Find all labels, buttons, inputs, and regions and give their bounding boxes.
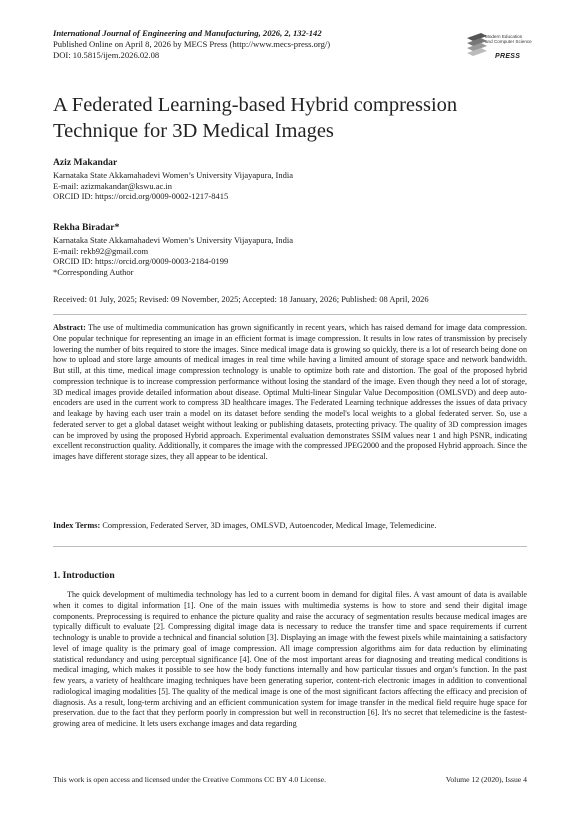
doi-line: DOI: 10.5815/ijem.2026.02.08 [53, 50, 160, 60]
journal-name: International Journal of Engineering and Manufacturing [53, 28, 259, 38]
publisher-logo [455, 26, 540, 68]
license-note: This work is open access and licensed under the Creative Commons CC BY 4.0 License. [53, 775, 326, 784]
index-terms-label: Index Terms: [53, 521, 101, 530]
index-terms-text: Compression, Federated Server, 3D images, OMLSVD, Autoencoder, Medical Image, Telemedicine. [102, 521, 437, 530]
author-email[interactable]: E-mail: azizmakandar@kswu.ac.in [53, 180, 172, 191]
author-name: Aziz Makandar [53, 157, 118, 168]
author-orcid[interactable]: ORCID ID: https://orcid.org/0009-0002-1217-8415 [53, 191, 229, 201]
introduction-text: The quick development of multimedia technology has led to a current boom in demand for digital files. A vast amount of data is available when it comes to digital information [1]. One of the main issues with multimedia systems is how to store and send their digital image components. Preprocessing is required to enhance the picture quality and raise the accuracy of segmentation results because medical images are typically difficult to evaluate [2]. Compressing digital image data is necessary to reduce the transfer time and space requirements if current technology is unable to provide a technical and financial solution [3]. Displaying an image with the fewest pixels while maintaining a satisfactory level of image quality is the primary goal of image compression. All image compression algorithms aim for data reduction by eliminating statistical redundancy and using perceptual significance [4]. One of the most important areas for diagnosing and treating medical conditions is medical imaging, which makes it possible to see how the body functions internally and how particular tissues and organ’s function. In the past few years, a variety of healthcare imaging techniques have been generating superior, content-rich electronic images in addition to conventional radiological imaging modalities [5]. The quality of the medical image is one of the most significant factors affecting the efficacy and precision of diagnosis. As a result, long-term archiving and an efficient communication system for image transfer in the medical field require huge space for preservation. due to the fact that they perform poorly in compression but well in reconstruction [6]. It's no secret that telemedicine is the fastest-growing area of medicine. It lets users exchange images and data regarding [53, 590, 527, 728]
index-terms [53, 520, 527, 531]
author-affiliation: Karnataka State Akkamahadevi Women’s University Vijayapura, India [53, 170, 293, 180]
abstract [53, 323, 527, 463]
paper-title: A Federated Learning-based Hybrid compression Technique for 3D Medical Images [53, 94, 458, 142]
author-affiliation: Karnataka State Akkamahadevi Women’s University Vijayapura, India [53, 235, 293, 245]
divider [53, 546, 527, 547]
published-line: Published Online on April 8, 2026 by MECS Press (http://www.mecs-press.org/) [53, 39, 331, 49]
journal-header [53, 28, 473, 61]
publisher-press-label: PRESS [495, 53, 521, 60]
journal-issue: , 2026, 2, 132-142 [258, 28, 322, 38]
publisher-name-line1: Modern Education [485, 34, 523, 39]
publisher-name-line2: and Computer Science [485, 39, 532, 44]
publisher-name [485, 34, 541, 44]
abstract-text: The use of multimedia communication has grown significantly in recent years, which has raised demand for image data compression. One popular technique for representing an image in an efficient format is image compression. It results in low rates of transmission by precisely lowering the number of bits required to store the images. Since medical image data is growing so quickly, there is a lot of research being done on how to upload and store large amounts of medical images in real time while having a limited amount of storage space and network bandwidth. But still, at this time, medical image compression technology is unable to optimize both rate and distortion. The goal of the proposed hybrid compression technique is to increase compression performance without losing the standard of the image. Even though they need a lot of storage, 3D medical images provide detailed information about disease. Optimal Multi-linear Singular Value Decomposition (OMLSVD) and deep auto-encoders are used in the current work to compress 3D healthcare images. The Federated Learning technique addresses the issues of data privacy and leakage by having each user train a model on its dataset before sending the model's local weights to a global federated server. So, use a federated server to get a global dataset weight without leaking or publishing datasets, protecting privacy. The quality of 3D compression images can be improved by using the proposed Hybrid approach. Experimental evaluation demonstrates SSIM values near 1 and high PSNR, indicating excellent reconstruction quality. Additionally, it compares the image with the compressed JPEG2000 and the proposed Hybrid approach. Since the images have different storage sizes, they all appear to be identical. [53, 323, 527, 461]
author-block-2 [53, 222, 533, 277]
received-dates: Received: 01 July, 2025; Revised: 09 November, 2025; Accepted: 18 January, 2026; Published: 08 April, 2026 [53, 294, 429, 304]
section-heading: 1. Introduction [53, 570, 115, 581]
author-block-1 [53, 157, 533, 202]
author-orcid[interactable]: ORCID ID: https://orcid.org/0009-0003-2184-0199 [53, 256, 229, 266]
corresponding-author-note: *Corresponding Author [53, 266, 134, 277]
divider [53, 314, 527, 315]
abstract-label: Abstract: [53, 323, 86, 332]
page-footer [53, 775, 527, 785]
author-email[interactable]: E-mail: rekb92@gmail.com [53, 245, 149, 256]
volume-issue: Volume 12 (2020), Issue 4 [445, 775, 527, 784]
author-name: Rekha Biradar* [53, 222, 120, 233]
